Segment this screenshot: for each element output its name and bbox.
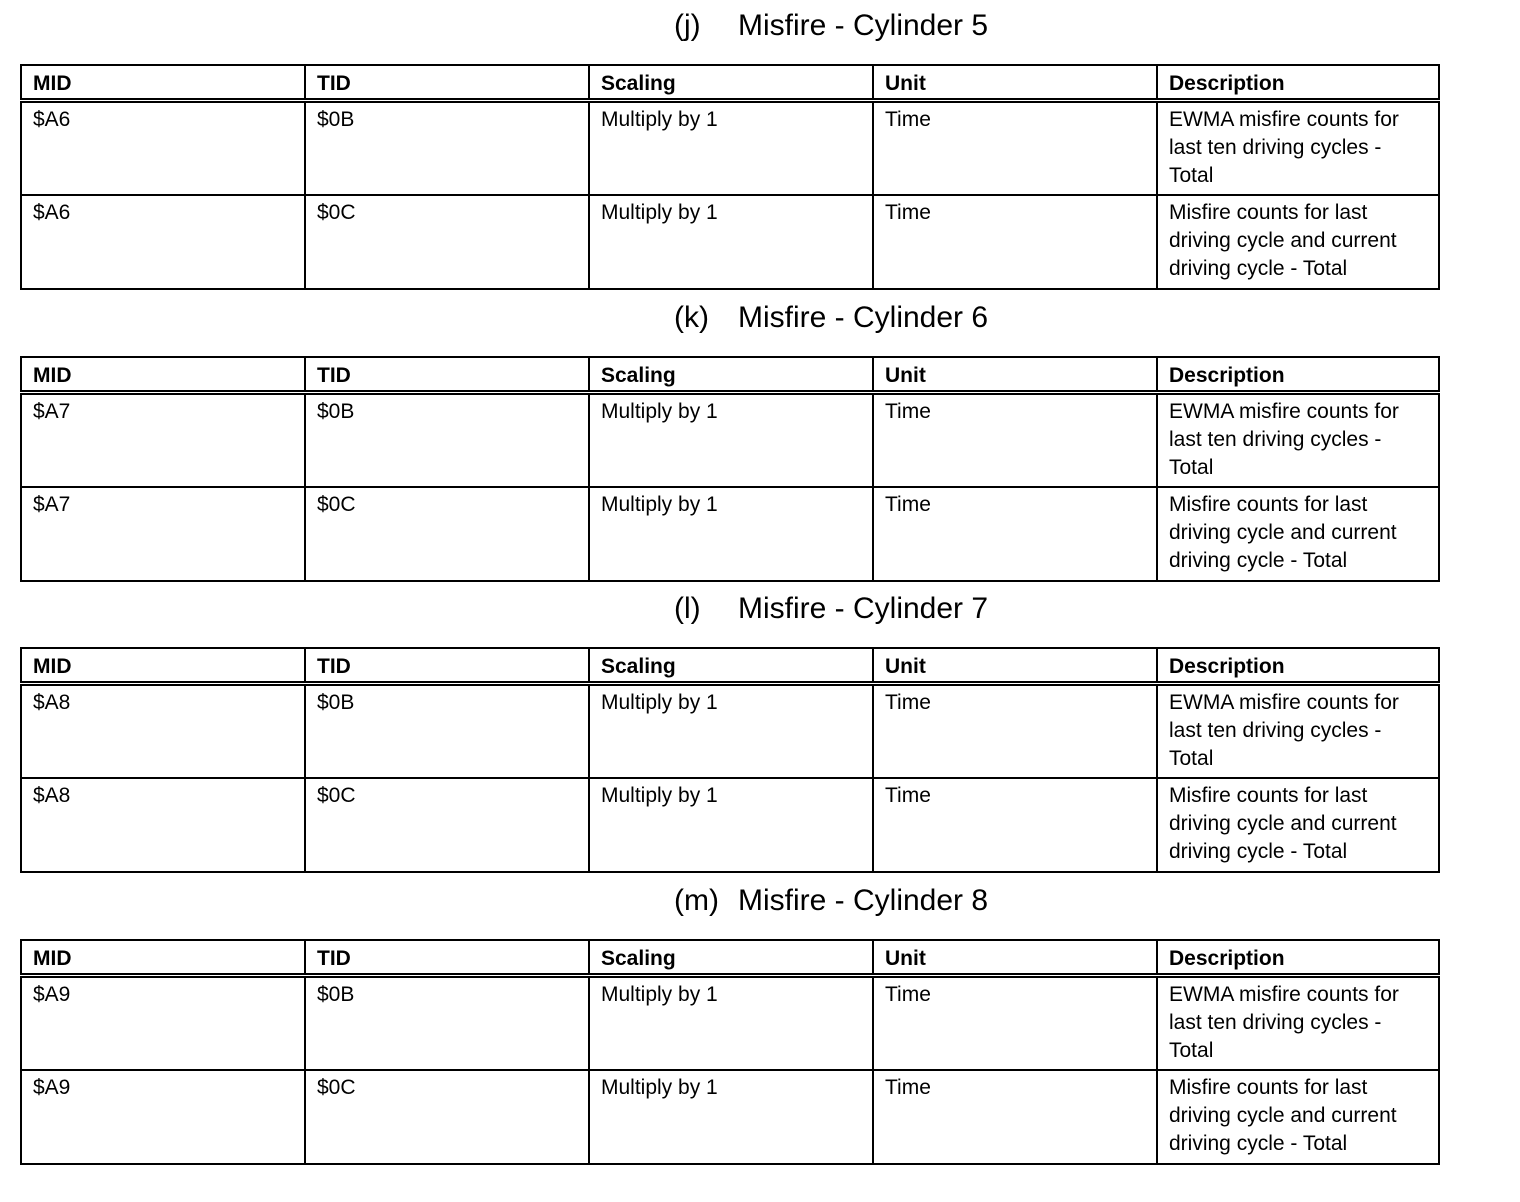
table-row <box>21 1070 1439 1164</box>
cell-description: EWMA misfire counts for last ten driving cycles - Total <box>1157 101 1439 195</box>
cell-unit: Time <box>873 976 1157 1070</box>
table-row <box>21 393 1439 487</box>
section-title <box>674 298 988 338</box>
header-mid: MID <box>21 357 305 393</box>
cell-tid: $0B <box>305 976 589 1070</box>
cell-mid: $A7 <box>21 487 305 581</box>
header-tid: TID <box>305 65 589 101</box>
section-letter: (l) <box>674 592 701 625</box>
table-row <box>21 101 1439 195</box>
table-row <box>21 778 1439 872</box>
table-header-row <box>21 65 1439 101</box>
cell-tid: $0C <box>305 487 589 581</box>
header-scaling: Scaling <box>589 648 873 684</box>
section-title-text: Misfire - Cylinder 8 <box>738 884 989 917</box>
table-row <box>21 487 1439 581</box>
cell-unit: Time <box>873 487 1157 581</box>
cell-scaling: Multiply by 1 <box>589 778 873 872</box>
header-mid: MID <box>21 940 305 976</box>
header-description: Description <box>1157 357 1439 393</box>
cell-unit: Time <box>873 1070 1157 1164</box>
header-unit: Unit <box>873 648 1157 684</box>
section-title <box>674 6 988 46</box>
table-header-row <box>21 648 1439 684</box>
section-title <box>674 589 988 629</box>
section-letter: (j) <box>674 9 701 42</box>
cell-mid: $A7 <box>21 393 305 487</box>
section-title-text: Misfire - Cylinder 6 <box>738 301 989 334</box>
cell-unit: Time <box>873 195 1157 289</box>
table-header-row <box>21 940 1439 976</box>
header-description: Description <box>1157 648 1439 684</box>
header-scaling: Scaling <box>589 65 873 101</box>
table-row <box>21 195 1439 289</box>
cell-scaling: Multiply by 1 <box>589 684 873 778</box>
cell-description: Misfire counts for last driving cycle and current driving cycle - Total <box>1157 1070 1439 1164</box>
cell-mid: $A8 <box>21 778 305 872</box>
table-row <box>21 976 1439 1070</box>
cell-unit: Time <box>873 778 1157 872</box>
cell-description: Misfire counts for last driving cycle and current driving cycle - Total <box>1157 778 1439 872</box>
section-title-text: Misfire - Cylinder 7 <box>738 592 989 625</box>
cell-description: EWMA misfire counts for last ten driving cycles - Total <box>1157 393 1439 487</box>
section-title <box>674 881 988 921</box>
cell-description: Misfire counts for last driving cycle and current driving cycle - Total <box>1157 195 1439 289</box>
cell-unit: Time <box>873 393 1157 487</box>
cell-tid: $0B <box>305 684 589 778</box>
test-table <box>20 356 1440 582</box>
cell-tid: $0B <box>305 101 589 195</box>
cell-scaling: Multiply by 1 <box>589 976 873 1070</box>
cell-scaling: Multiply by 1 <box>589 487 873 581</box>
header-unit: Unit <box>873 940 1157 976</box>
cell-mid: $A9 <box>21 1070 305 1164</box>
header-tid: TID <box>305 357 589 393</box>
cell-mid: $A6 <box>21 195 305 289</box>
cell-description: EWMA misfire counts for last ten driving cycles - Total <box>1157 684 1439 778</box>
test-table <box>20 64 1440 290</box>
cell-mid: $A9 <box>21 976 305 1070</box>
cell-mid: $A6 <box>21 101 305 195</box>
header-scaling: Scaling <box>589 940 873 976</box>
cell-scaling: Multiply by 1 <box>589 101 873 195</box>
header-scaling: Scaling <box>589 357 873 393</box>
header-mid: MID <box>21 648 305 684</box>
cell-scaling: Multiply by 1 <box>589 1070 873 1164</box>
table-header-row <box>21 357 1439 393</box>
header-unit: Unit <box>873 65 1157 101</box>
section-letter: (m) <box>674 884 719 917</box>
cell-tid: $0B <box>305 393 589 487</box>
header-description: Description <box>1157 65 1439 101</box>
cell-description: EWMA misfire counts for last ten driving cycles - Total <box>1157 976 1439 1070</box>
cell-description: Misfire counts for last driving cycle and current driving cycle - Total <box>1157 487 1439 581</box>
test-table <box>20 939 1440 1165</box>
cell-scaling: Multiply by 1 <box>589 195 873 289</box>
header-tid: TID <box>305 940 589 976</box>
cell-unit: Time <box>873 684 1157 778</box>
cell-tid: $0C <box>305 1070 589 1164</box>
table-row <box>21 684 1439 778</box>
header-unit: Unit <box>873 357 1157 393</box>
cell-unit: Time <box>873 101 1157 195</box>
header-description: Description <box>1157 940 1439 976</box>
cell-tid: $0C <box>305 778 589 872</box>
section-letter: (k) <box>674 301 709 334</box>
test-table <box>20 647 1440 873</box>
section-title-text: Misfire - Cylinder 5 <box>738 9 989 42</box>
cell-scaling: Multiply by 1 <box>589 393 873 487</box>
header-tid: TID <box>305 648 589 684</box>
header-mid: MID <box>21 65 305 101</box>
cell-tid: $0C <box>305 195 589 289</box>
cell-mid: $A8 <box>21 684 305 778</box>
